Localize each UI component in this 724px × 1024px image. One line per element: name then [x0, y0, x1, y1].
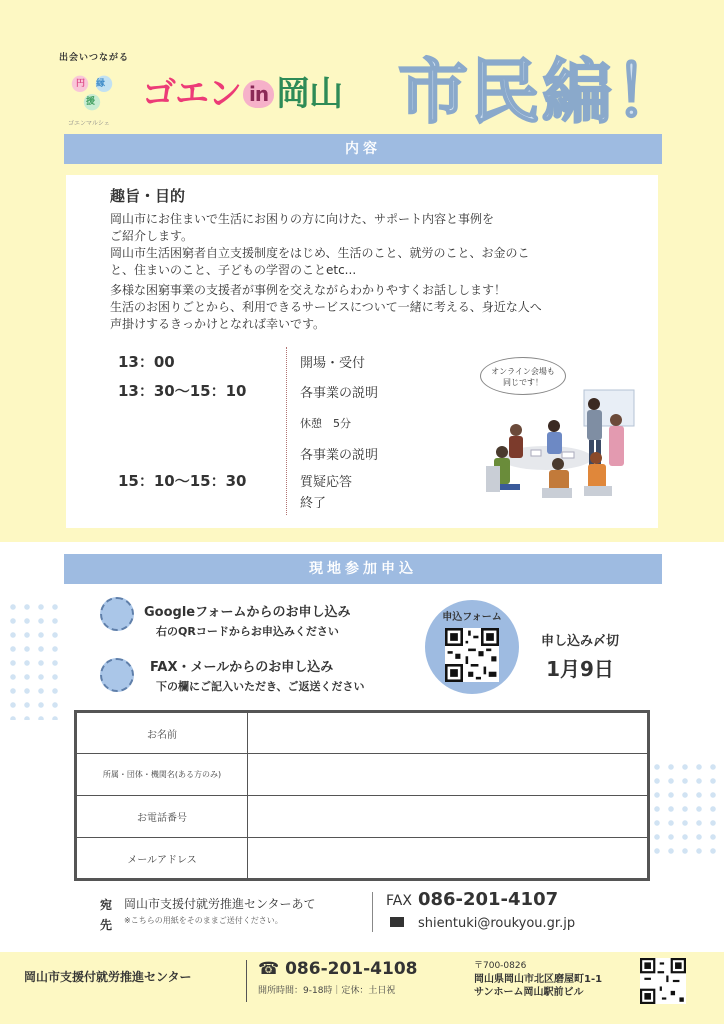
envelope-icon: [390, 917, 404, 927]
schedule-item: 各事業の説明: [300, 386, 379, 401]
deadline-block: [532, 630, 628, 682]
logo-char-1: 円: [76, 79, 86, 89]
person-body: [509, 436, 523, 458]
google-form-icon: [100, 597, 134, 631]
brand-in-heart: in: [243, 80, 274, 108]
method-fax-sub: 下の欄にご記入いただき、ご返送ください: [156, 680, 365, 693]
person-head: [552, 458, 564, 470]
purpose-paragraph-1: [110, 211, 622, 279]
logo-char-3: 援: [86, 97, 96, 107]
chair: [542, 488, 572, 498]
decorative-dots-left: [6, 600, 66, 720]
form-label-email: メールアドレス: [76, 838, 248, 880]
schedule-item: 休憩 5分: [300, 417, 351, 430]
form-row: [76, 712, 649, 754]
footer-qr-code[interactable]: [640, 958, 686, 1004]
person-head: [610, 414, 622, 426]
person-body: [547, 432, 562, 454]
para1-line: 岡山市生活困窮者自立支援制度をはじめ、生活のこと、就労のこと、お金のこ: [110, 246, 530, 260]
form-label-name: お名前: [76, 712, 248, 754]
destination-label: 宛先: [100, 898, 113, 932]
destination-name: 岡山市支援付就労推進センターあて: [124, 897, 316, 911]
footer-postal: 〒700-0826: [474, 961, 527, 971]
para1-line: 岡山市にお住まいで生活にお困りの方に向けた、サポート内容と事例を: [110, 212, 495, 226]
form-row: [76, 838, 649, 880]
schedule-divider: [286, 347, 287, 515]
paper: [531, 450, 541, 456]
purpose-paragraph-2: [110, 282, 622, 333]
footer-address-line-2: サンホーム岡山駅前ビル: [474, 987, 584, 998]
form-row: [76, 796, 649, 838]
footer-address: [474, 960, 602, 999]
brand-title: [142, 66, 342, 115]
form-field-email[interactable]: [248, 838, 649, 880]
footer-address-line-1: 岡山県岡山市北区磨屋町1-1: [474, 974, 603, 985]
section-band-application: 現地参加申込: [64, 554, 662, 584]
logo-subtext: ゴエンマルシェ: [68, 120, 110, 127]
method-fax-title: FAX・メールからのお申し込み: [150, 660, 334, 675]
footer-phone[interactable]: ☎ 086-201-4108: [258, 959, 418, 979]
section-band-content: 内容: [64, 134, 662, 164]
page-title: 市民編！: [398, 51, 686, 133]
application-form-table: [74, 710, 650, 881]
deadline-date: 1月9日: [546, 657, 614, 681]
decorative-dots-right: [650, 760, 720, 860]
deadline-label: 申し込み〆切: [540, 634, 619, 649]
logo-arc-text: 出会いつながる: [58, 53, 129, 63]
paper: [562, 452, 574, 458]
person-head: [510, 424, 522, 436]
chair: [584, 486, 612, 496]
method-google-title: Googleフォームからのお申し込み: [144, 605, 351, 620]
meeting-illustration: [476, 388, 648, 518]
chair: [486, 466, 500, 492]
bubble-line: 同じです！: [503, 378, 543, 387]
person-head: [588, 398, 600, 410]
schedule-item: 質疑応答: [300, 475, 353, 490]
schedule-item: 開場・受付: [300, 356, 366, 371]
email-line: [390, 916, 575, 931]
time-1: 13：00: [118, 353, 175, 371]
footer-divider: [246, 960, 247, 1002]
goen-logo: [48, 50, 140, 130]
purpose-heading: 趣旨・目的: [110, 187, 186, 205]
form-label-phone: お電話番号: [76, 796, 248, 838]
fax-number[interactable]: 086-201-4107: [417, 889, 559, 910]
person-body: [609, 426, 624, 466]
form-field-name[interactable]: [248, 712, 649, 754]
qr-label: 申込フォーム: [442, 612, 502, 623]
para2-line: 声掛けするきっかけとなれば幸いです。: [110, 317, 326, 331]
form-row: [76, 754, 649, 796]
para2-line: 多様な困窮事業の支援者が事例を交えながらわかりやすくお話しします！: [110, 283, 507, 297]
application-qr-badge: [425, 600, 519, 694]
logo-char-2: 縁: [96, 79, 106, 89]
fax-mail-icon: [100, 658, 134, 692]
para2-line: 生活のお困りごとから、利用できるサービスについて一緒に考える、身近な人へ: [110, 300, 542, 314]
method-google-sub: 右のQRコードからお申込みください: [156, 625, 339, 638]
para1-line: と、住まいのこと、子どもの学習のことetc...: [110, 263, 357, 277]
bubble-line: オンライン会場も: [491, 367, 555, 376]
schedule-item: 終了: [300, 496, 327, 511]
fax-label: FAX: [386, 893, 412, 909]
time-3: 15：10〜15：30: [118, 472, 247, 490]
schedule-item: 各事業の説明: [300, 448, 379, 463]
brand-left: ゴエン: [142, 74, 241, 114]
destination-divider: [372, 892, 373, 932]
person-head: [548, 420, 560, 432]
footer-org-name: 岡山市支援付就労推進センター: [24, 970, 192, 984]
application-qr-code[interactable]: [445, 628, 499, 682]
form-field-phone[interactable]: [248, 796, 649, 838]
fax-line: [386, 889, 558, 910]
person-body: [587, 410, 602, 440]
email-address[interactable]: shientuki@roukyou.gr.jp: [418, 916, 576, 931]
person-head: [590, 452, 602, 464]
form-field-affiliation[interactable]: [248, 754, 649, 796]
footer-hours: 開所時間：9-18時｜定休：土日祝: [258, 986, 396, 996]
form-label-affiliation: 所属・団体・機関名(ある方のみ): [76, 754, 248, 796]
brand-city: 岡山: [276, 74, 343, 114]
time-2: 13：30〜15：10: [118, 382, 247, 400]
footer-phone-number[interactable]: 086-201-4108: [285, 959, 418, 979]
destination-note: ※こちらの用紙をそのままご送付ください。: [124, 916, 283, 925]
logo-emblem: [62, 70, 122, 116]
person-head: [496, 446, 508, 458]
para1-line: ご紹介します。: [110, 229, 194, 243]
